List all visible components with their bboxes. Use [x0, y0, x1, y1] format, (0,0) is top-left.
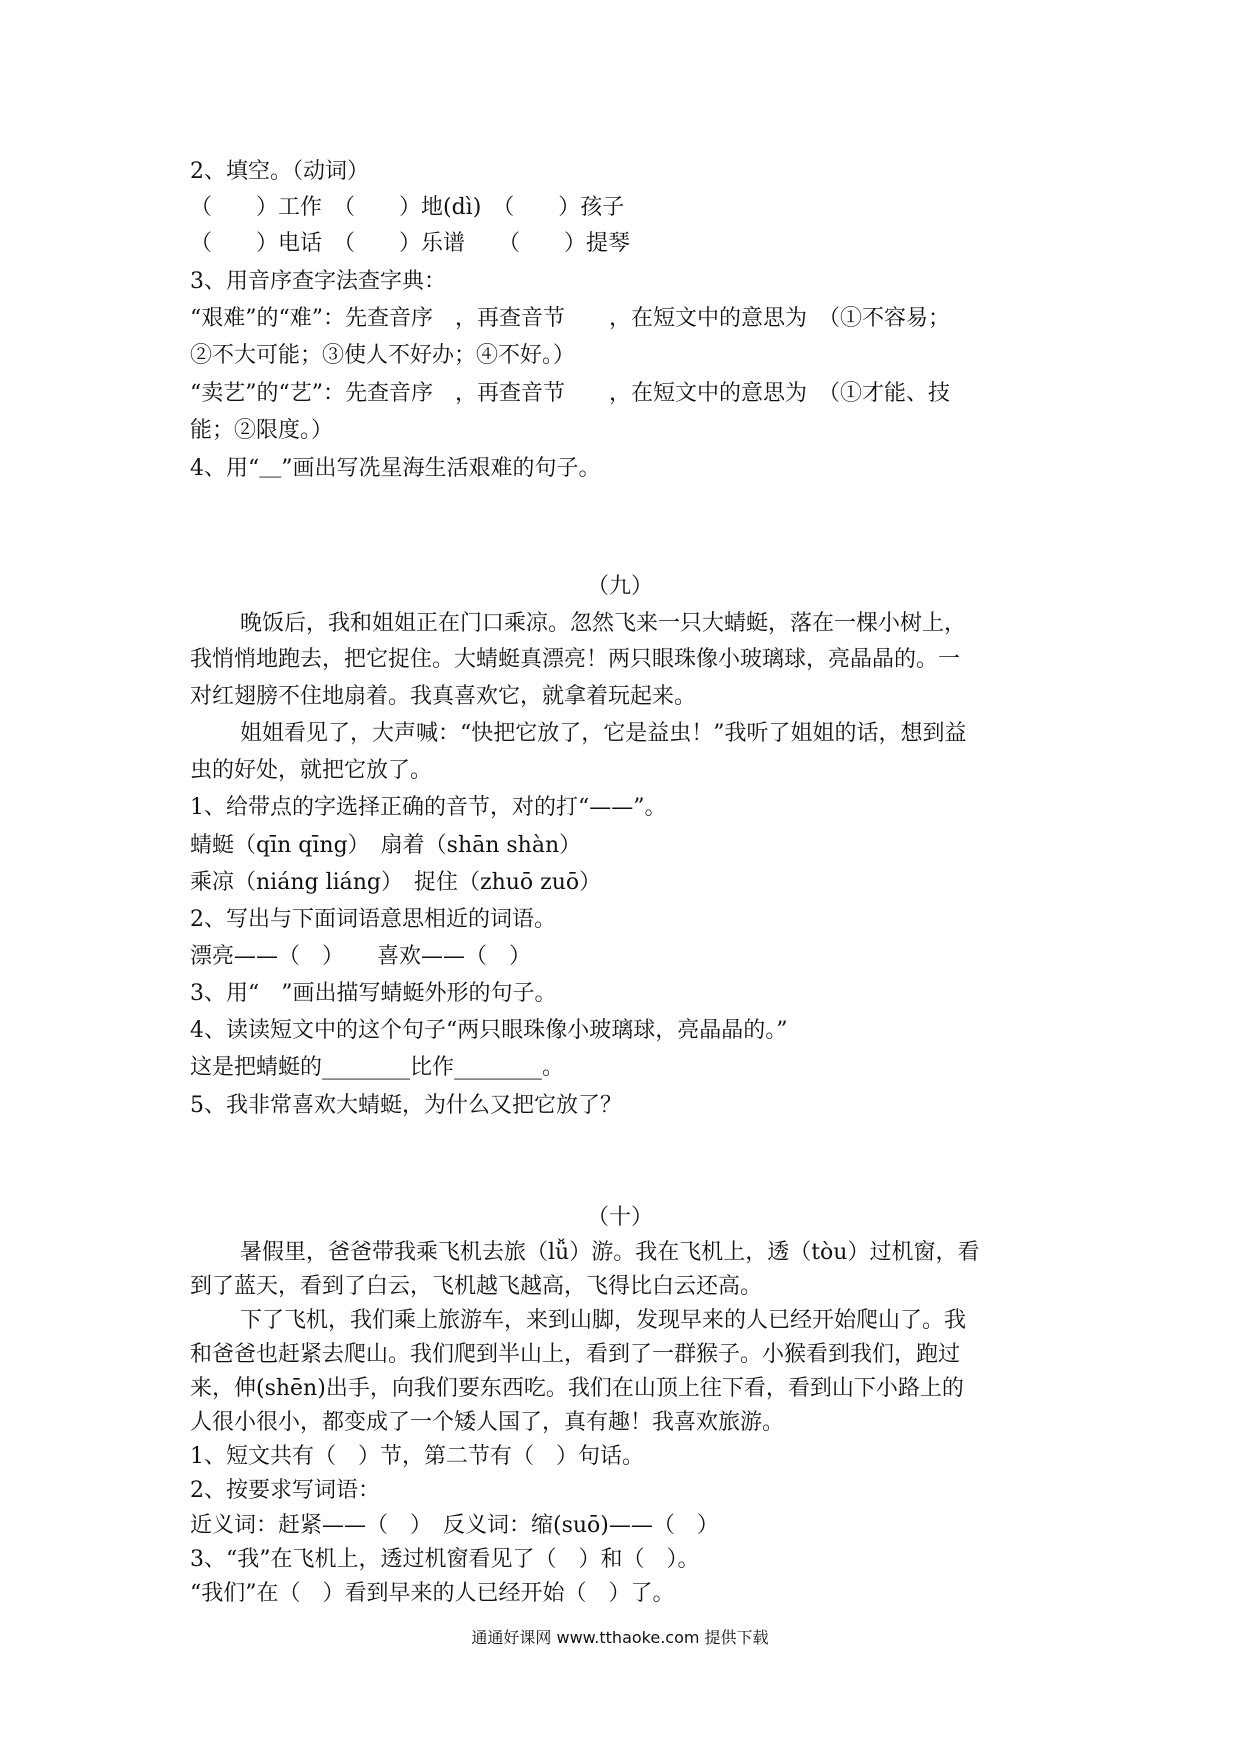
section-9-question-4-fill: 这是把蜻蜓的________比作________。	[190, 1055, 565, 1080]
section-9-para1-line1: 晚饭后，我和姐姐正在门口乘凉。忽然飞来一只大蜻蜓，落在一棵小树上，	[240, 611, 967, 636]
section-10-para1-line2: 到了蓝天，看到了白云，飞机越飞越高，飞得比白云还高。	[190, 1274, 763, 1299]
section-9-question-3: 3、用“ ”画出描写蜻蜓外形的句子。	[190, 981, 557, 1006]
section-10-para2-line1: 下了飞机，我们乘上旅游车，来到山脚，发现早来的人已经开始爬山了。我	[240, 1308, 967, 1333]
footer-download-note: 通通好课网 www.tthaoke.com 提供下载	[471, 1628, 769, 1647]
section-10-question-2-row: 近义词：赶紧——（ ） 反义词：缩(suō)——（ ）	[190, 1513, 719, 1538]
section-9-question-2: 2、写出与下面词语意思相近的词语。	[190, 907, 556, 932]
section-9-question-5: 5、我非常喜欢大蜻蜓，为什么又把它放了？	[190, 1093, 622, 1118]
section-10-question-3: 3、“我”在飞机上，透过机窗看见了（ ）和（ ）。	[190, 1547, 700, 1572]
section-9-heading: （九）	[586, 574, 653, 599]
section-9-para1-line3: 对红翅膀不住地扇着。我真喜欢它，就拿着玩起来。	[190, 684, 697, 709]
prev-question-3-line-3: “卖艺”的“艺”：先查音序 ，再查音节 ，在短文中的意思为 （①才能、技	[190, 381, 950, 406]
prev-fill-row-1: （ ）工作 （ ）地(dì) （ ）孩子	[190, 195, 625, 220]
section-10-para1-line1: 暑假里，爸爸带我乘飞机去旅（lǚ）游。我在飞机上，透（tòu）过机窗，看	[240, 1240, 980, 1265]
section-10-para2-line4: 人很小很小，都变成了一个矮人国了，真有趣！我喜欢旅游。	[190, 1410, 785, 1435]
section-10-question-2: 2、按要求写词语：	[190, 1478, 380, 1503]
prev-question-4: 4、用“＿”画出写冼星海生活艰难的句子。	[190, 456, 601, 481]
prev-question-3-line-4: 能；②限度。）	[190, 418, 334, 443]
prev-question-3: 3、用音序查字法查字典：	[190, 269, 446, 294]
section-10-question-1: 1、短文共有（ ）节，第二节有（ ）句话。	[190, 1444, 644, 1469]
section-9-para2-line1: 姐姐看见了，大声喊：“快把它放了，它是益虫！”我听了姐姐的话，想到益	[240, 721, 967, 746]
section-10-para2-line2: 和爸爸也赶紧去爬山。我们爬到半山上，看到了一群猴子。小猴看到我们，跑过	[190, 1342, 961, 1367]
prev-question-3-line-1: “艰难”的“难”：先查音序 ，再查音节 ，在短文中的意思为 （①不容易；	[190, 306, 950, 331]
section-9-question-1: 1、给带点的字选择正确的音节，对的打“——”。	[190, 795, 667, 820]
section-9-question-1-row1: 蜻蜓（qīn qīng） 扇着（shān shàn）	[190, 833, 582, 858]
section-10-para2-line3: 来，伸(shēn)出手，向我们要东西吃。我们在山顶上往下看，看到山下小路上的	[190, 1376, 964, 1401]
section-9-question-1-row2: 乘凉（niáng liáng） 捉住（zhuō zuō）	[190, 870, 602, 895]
section-10-question-3-row2: “我们”在（ ）看到早来的人已经开始（ ）了。	[190, 1581, 675, 1606]
section-9-para2-line2: 虫的好处，就把它放了。	[190, 758, 433, 783]
section-9-question-2-row: 漂亮——（ ） 喜欢——（ ）	[190, 944, 532, 969]
section-10-heading: （十）	[586, 1205, 653, 1230]
prev-question-2: 2、填空。（动词）	[190, 159, 369, 184]
prev-question-3-line-2: ②不大可能；③使人不好办；④不好。）	[190, 343, 576, 368]
section-9-para1-line2: 我悄悄地跑去，把它捉住。大蜻蜓真漂亮！两只眼珠像小玻璃球，亮晶晶的。一	[190, 647, 961, 672]
section-9-question-4: 4、读读短文中的这个句子“两只眼珠像小玻璃球，亮晶晶的。”	[190, 1018, 788, 1043]
prev-fill-row-2: （ ）电话 （ ）乐谱 （ ）提琴	[190, 231, 631, 256]
